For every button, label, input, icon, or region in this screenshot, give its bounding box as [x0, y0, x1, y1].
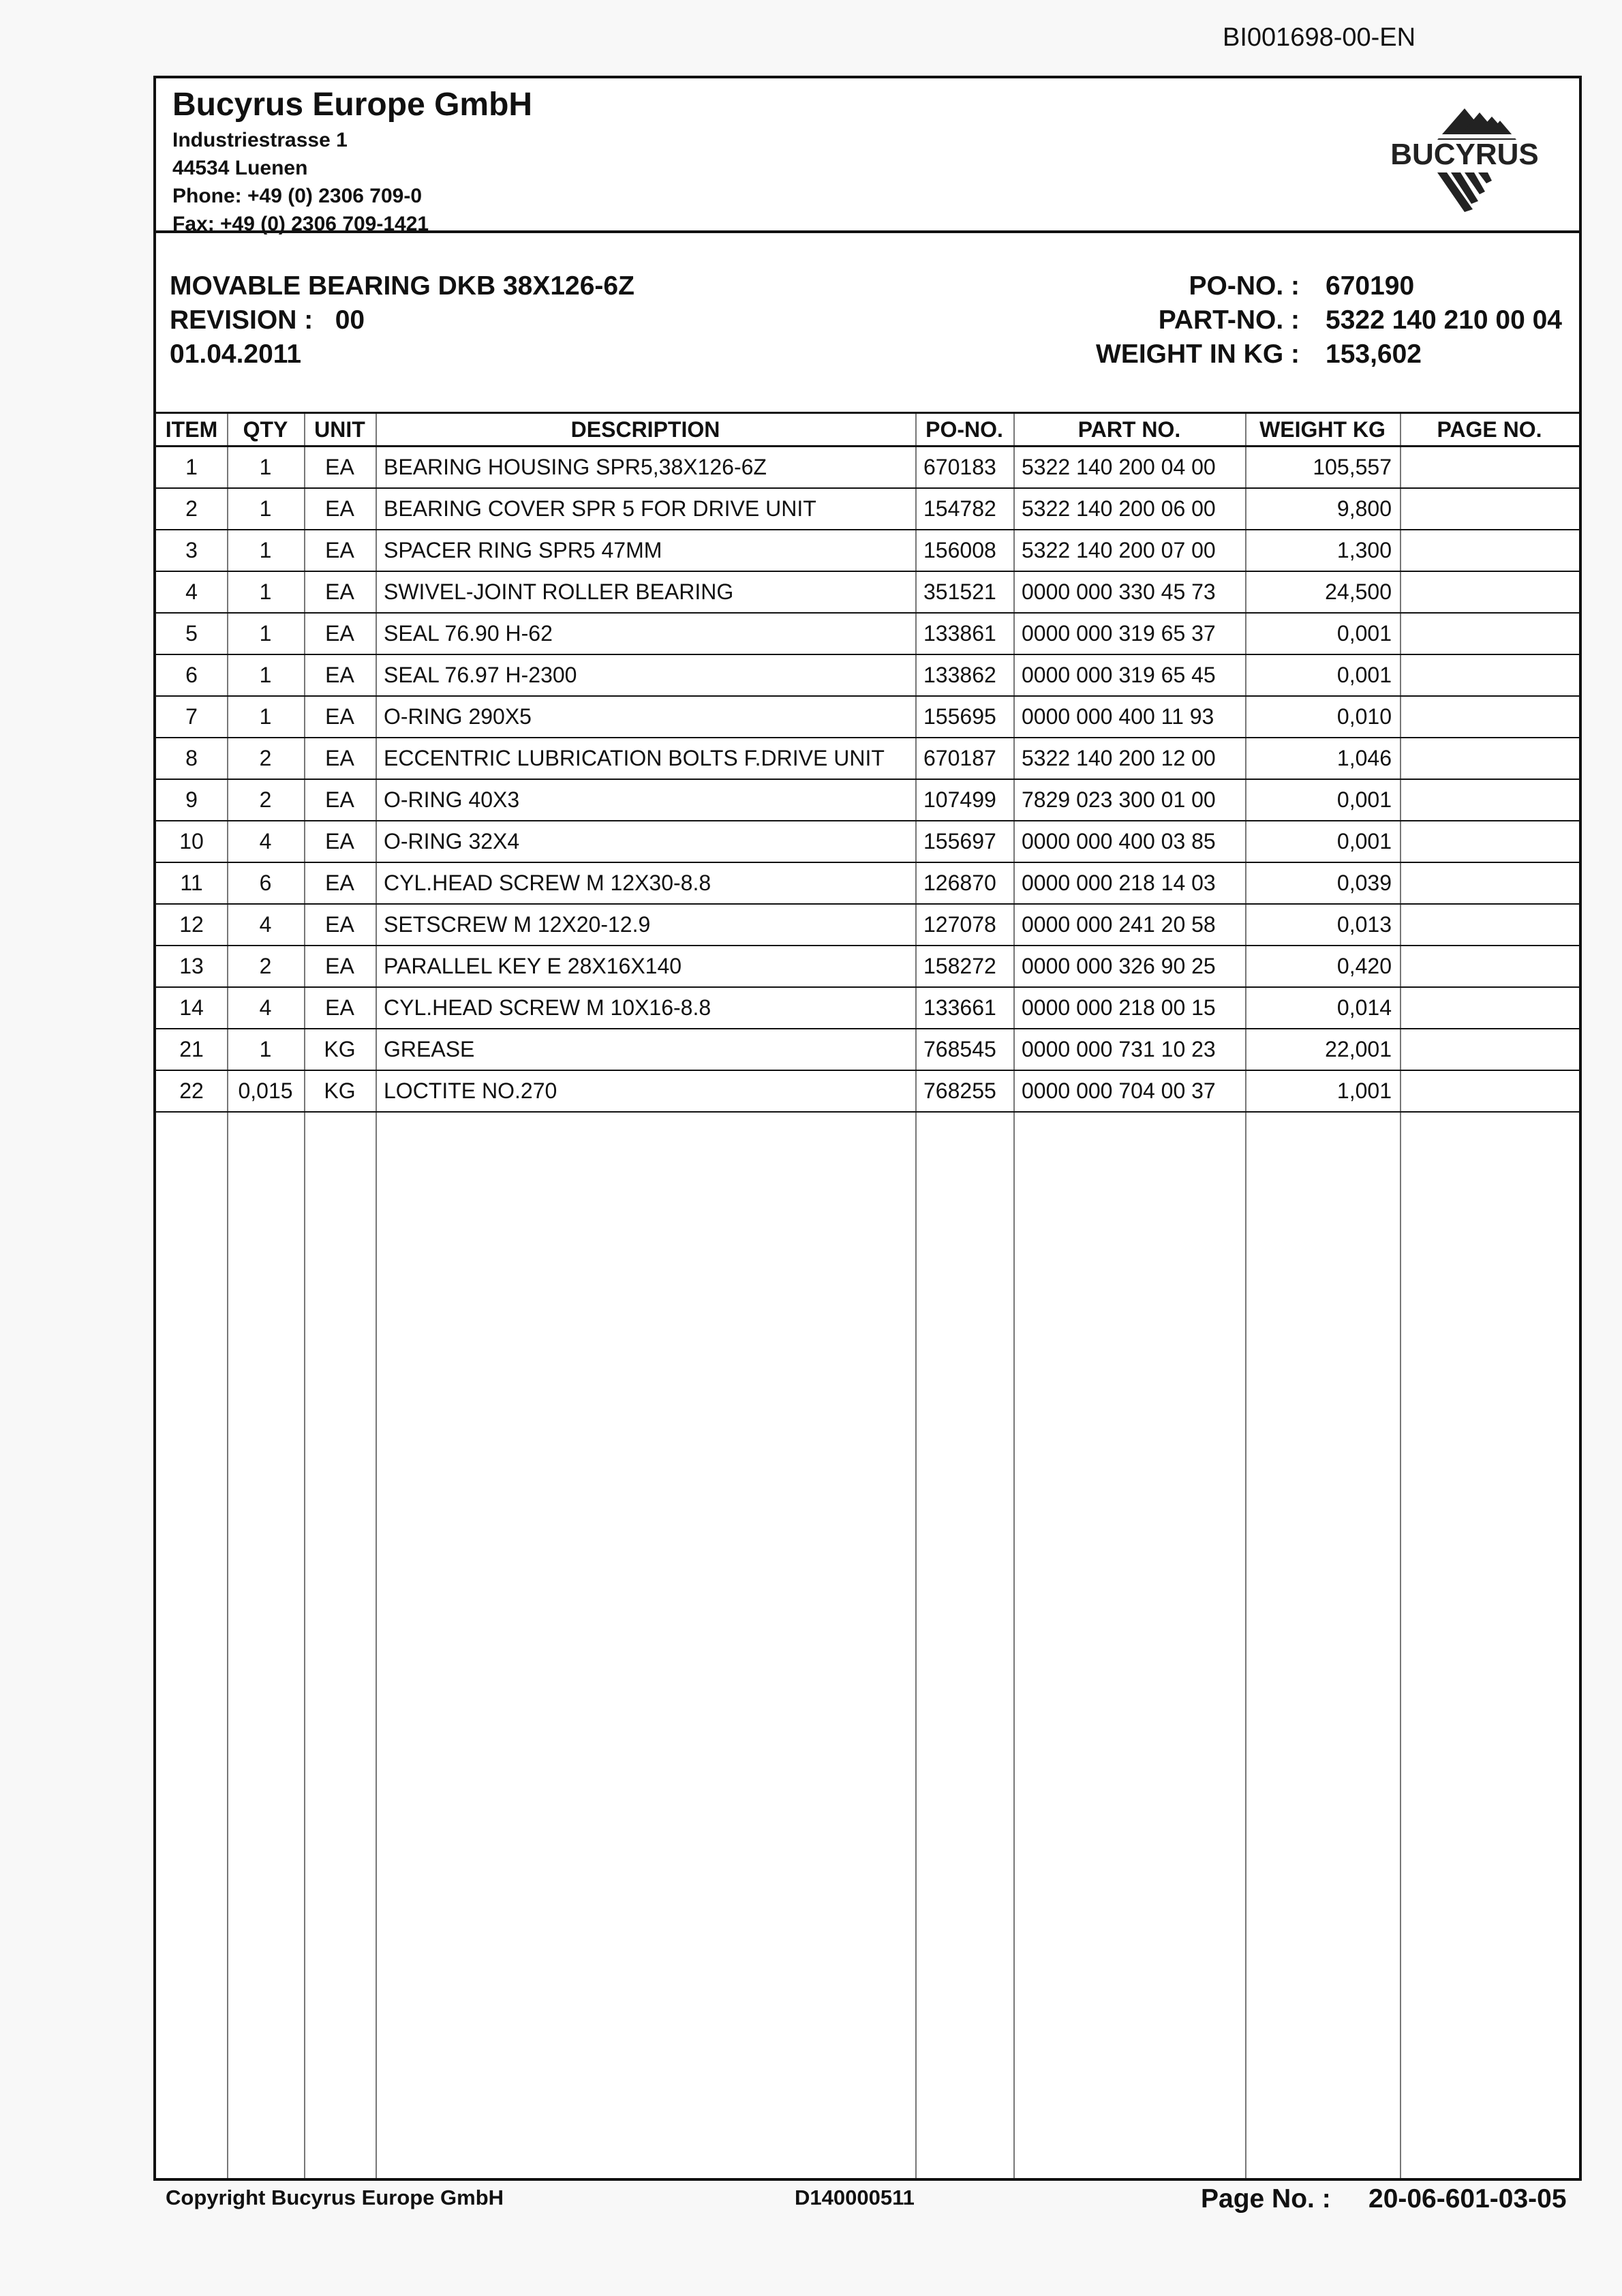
- document-id: BI001698-00-EN: [1223, 23, 1416, 52]
- cell-qty: 2: [227, 738, 304, 779]
- cell-item: 22: [156, 1070, 227, 1112]
- cell-page-no: [1400, 696, 1579, 738]
- cell-page-no: [1400, 862, 1579, 904]
- header-description: DESCRIPTION: [376, 414, 915, 447]
- company-address-block: [172, 84, 532, 238]
- cell-unit: EA: [304, 654, 376, 696]
- cell-qty: 2: [227, 946, 304, 987]
- cell-description: GREASE: [376, 1029, 915, 1070]
- cell-po-no: 351521: [915, 571, 1013, 613]
- cell-item: 14: [156, 987, 227, 1029]
- company-street: Industriestrasse 1: [172, 129, 348, 151]
- cell-qty: 0,015: [227, 1070, 304, 1112]
- header-divider: [156, 230, 1579, 233]
- company-city: 44534 Luenen: [172, 157, 308, 179]
- cell-part-no: 0000 000 731 10 23: [1013, 1029, 1245, 1070]
- cell-page-no: [1400, 1029, 1579, 1070]
- cell-qty: 4: [227, 821, 304, 862]
- cell-page-no: [1400, 571, 1579, 613]
- cell-po-no: 133862: [915, 654, 1013, 696]
- cell-unit: EA: [304, 613, 376, 654]
- cell-weight: 24,500: [1245, 571, 1400, 613]
- cell-part-no: 0000 000 326 90 25: [1013, 946, 1245, 987]
- cell-po-no: 768545: [915, 1029, 1013, 1070]
- page-number-value: 20-06-601-03-05: [1368, 2184, 1567, 2214]
- cell-item: 21: [156, 1029, 227, 1070]
- cell-description: CYL.HEAD SCREW M 12X30-8.8: [376, 862, 915, 904]
- copyright-notice: Copyright Bucyrus Europe GmbH: [166, 2186, 504, 2209]
- cell-unit: EA: [304, 862, 376, 904]
- revision-date: 01.04.2011: [170, 339, 302, 369]
- cell-unit: EA: [304, 696, 376, 738]
- cell-weight: 1,300: [1245, 530, 1400, 571]
- cell-part-no: 0000 000 319 65 45: [1013, 654, 1245, 696]
- cell-description: O-RING 32X4: [376, 821, 915, 862]
- parts-table: [156, 414, 1579, 1113]
- cell-page-no: [1400, 530, 1579, 571]
- cell-part-no: 5322 140 200 06 00: [1013, 488, 1245, 530]
- cell-qty: 1: [227, 654, 304, 696]
- drawing-number: D140000511: [795, 2186, 915, 2209]
- cell-weight: 105,557: [1245, 447, 1400, 489]
- table-row: [156, 1029, 1579, 1070]
- cell-description: SETSCREW M 12X20-12.9: [376, 904, 915, 946]
- header-item: ITEM: [156, 414, 227, 447]
- table-row: [156, 946, 1579, 987]
- cell-part-no: 0000 000 218 00 15: [1013, 987, 1245, 1029]
- cell-item: 10: [156, 821, 227, 862]
- cell-weight: 9,800: [1245, 488, 1400, 530]
- cell-weight: 0,001: [1245, 654, 1400, 696]
- cell-weight: 1,046: [1245, 738, 1400, 779]
- cell-part-no: 0000 000 241 20 58: [1013, 904, 1245, 946]
- cell-qty: 1: [227, 613, 304, 654]
- header-part-no: PART NO.: [1013, 414, 1245, 447]
- cell-item: 3: [156, 530, 227, 571]
- cell-item: 9: [156, 779, 227, 821]
- header-weight: WEIGHT KG: [1245, 414, 1400, 447]
- table-row: [156, 571, 1579, 613]
- table-row: [156, 821, 1579, 862]
- cell-item: 8: [156, 738, 227, 779]
- cell-po-no: 127078: [915, 904, 1013, 946]
- cell-description: CYL.HEAD SCREW M 10X16-8.8: [376, 987, 915, 1029]
- header-qty: QTY: [227, 414, 304, 447]
- bucyrus-logo: [1369, 99, 1560, 222]
- cell-description: SWIVEL-JOINT ROLLER BEARING: [376, 571, 915, 613]
- cell-description: SEAL 76.90 H-62: [376, 613, 915, 654]
- company-name: Bucyrus Europe GmbH: [172, 87, 533, 123]
- cell-po-no: 670183: [915, 447, 1013, 489]
- cell-part-no: 5322 140 200 12 00: [1013, 738, 1245, 779]
- cell-qty: 1: [227, 696, 304, 738]
- cell-weight: 0,013: [1245, 904, 1400, 946]
- table-row: [156, 779, 1579, 821]
- part-number-label: PART-NO. :: [1158, 305, 1300, 335]
- cell-weight: 0,039: [1245, 862, 1400, 904]
- cell-po-no: 155697: [915, 821, 1013, 862]
- cell-weight: 0,420: [1245, 946, 1400, 987]
- cell-weight: 0,001: [1245, 779, 1400, 821]
- po-number-value: 670190: [1326, 271, 1415, 301]
- cell-page-no: [1400, 946, 1579, 987]
- cell-weight: 0,014: [1245, 987, 1400, 1029]
- cell-unit: EA: [304, 904, 376, 946]
- po-number-line: [1096, 269, 1568, 303]
- cell-qty: 1: [227, 447, 304, 489]
- cell-unit: EA: [304, 946, 376, 987]
- cell-weight: 0,001: [1245, 613, 1400, 654]
- table-row: [156, 654, 1579, 696]
- table-row: [156, 987, 1579, 1029]
- table-row: [156, 696, 1579, 738]
- cell-weight: 1,001: [1245, 1070, 1400, 1112]
- cell-po-no: 670187: [915, 738, 1013, 779]
- cell-po-no: 155695: [915, 696, 1013, 738]
- cell-qty: 4: [227, 987, 304, 1029]
- cell-po-no: 158272: [915, 946, 1013, 987]
- table-row: [156, 488, 1579, 530]
- table-row: [156, 904, 1579, 946]
- cell-unit: EA: [304, 447, 376, 489]
- cell-unit: EA: [304, 779, 376, 821]
- table-row: [156, 862, 1579, 904]
- part-number-line: [1096, 303, 1568, 337]
- logo-wordmark: BUCYRUS: [1390, 138, 1539, 171]
- cell-page-no: [1400, 779, 1579, 821]
- cell-description: LOCTITE NO.270: [376, 1070, 915, 1112]
- assembly-info-block: [1096, 269, 1568, 372]
- cell-weight: 0,010: [1245, 696, 1400, 738]
- cell-description: SEAL 76.97 H-2300: [376, 654, 915, 696]
- cell-page-no: [1400, 613, 1579, 654]
- revision-line: [170, 303, 634, 337]
- cell-po-no: 107499: [915, 779, 1013, 821]
- table-row: [156, 1070, 1579, 1112]
- weight-value: 153,602: [1326, 339, 1422, 369]
- parts-list-sheet: [153, 76, 1582, 2181]
- cell-item: 1: [156, 447, 227, 489]
- cell-po-no: 154782: [915, 488, 1013, 530]
- cell-weight: 22,001: [1245, 1029, 1400, 1070]
- cell-po-no: 133861: [915, 613, 1013, 654]
- cell-po-no: 156008: [915, 530, 1013, 571]
- assembly-title-block: [170, 269, 634, 372]
- po-number-label: PO-NO. :: [1189, 271, 1300, 301]
- cell-qty: 4: [227, 904, 304, 946]
- cell-item: 11: [156, 862, 227, 904]
- table-row: [156, 613, 1579, 654]
- company-phone: Phone: +49 (0) 2306 709-0: [172, 185, 423, 207]
- cell-item: 12: [156, 904, 227, 946]
- header-unit: UNIT: [304, 414, 376, 447]
- cell-description: BEARING COVER SPR 5 FOR DRIVE UNIT: [376, 488, 915, 530]
- cell-description: O-RING 290X5: [376, 696, 915, 738]
- cell-unit: EA: [304, 530, 376, 571]
- assembly-name: MOVABLE BEARING DKB 38X126-6Z: [170, 271, 634, 301]
- cell-qty: 1: [227, 1029, 304, 1070]
- cell-unit: EA: [304, 571, 376, 613]
- cell-unit: EA: [304, 488, 376, 530]
- header-po-no: PO-NO.: [915, 414, 1013, 447]
- cell-description: SPACER RING SPR5 47MM: [376, 530, 915, 571]
- cell-part-no: 0000 000 330 45 73: [1013, 571, 1245, 613]
- cell-item: 7: [156, 696, 227, 738]
- cell-qty: 2: [227, 779, 304, 821]
- cell-part-no: 0000 000 319 65 37: [1013, 613, 1245, 654]
- cell-qty: 1: [227, 488, 304, 530]
- cell-page-no: [1400, 821, 1579, 862]
- cell-po-no: 133661: [915, 987, 1013, 1029]
- cell-part-no: 7829 023 300 01 00: [1013, 779, 1245, 821]
- cell-weight: 0,001: [1245, 821, 1400, 862]
- table-row: [156, 530, 1579, 571]
- cell-page-no: [1400, 447, 1579, 489]
- cell-part-no: 5322 140 200 07 00: [1013, 530, 1245, 571]
- cell-qty: 6: [227, 862, 304, 904]
- cell-part-no: 0000 000 400 03 85: [1013, 821, 1245, 862]
- cell-item: 4: [156, 571, 227, 613]
- cell-item: 6: [156, 654, 227, 696]
- cell-part-no: 5322 140 200 04 00: [1013, 447, 1245, 489]
- weight-line: [1096, 337, 1568, 372]
- cell-unit: KG: [304, 1029, 376, 1070]
- cell-qty: 1: [227, 571, 304, 613]
- company-fax: Fax: +49 (0) 2306 709-1421: [172, 213, 429, 235]
- cell-page-no: [1400, 1070, 1579, 1112]
- cell-part-no: 0000 000 218 14 03: [1013, 862, 1245, 904]
- header-page-no: PAGE NO.: [1400, 414, 1579, 447]
- page-number-label: Page No. :: [1201, 2184, 1331, 2214]
- cell-description: O-RING 40X3: [376, 779, 915, 821]
- cell-description: BEARING HOUSING SPR5,38X126-6Z: [376, 447, 915, 489]
- weight-label: WEIGHT IN KG :: [1096, 339, 1300, 369]
- cell-item: 13: [156, 946, 227, 987]
- revision-label: REVISION :: [170, 305, 313, 335]
- cell-page-no: [1400, 904, 1579, 946]
- cell-po-no: 768255: [915, 1070, 1013, 1112]
- cell-item: 2: [156, 488, 227, 530]
- cell-po-no: 126870: [915, 862, 1013, 904]
- revision-value: 00: [335, 305, 365, 335]
- table-row: [156, 447, 1579, 489]
- cell-unit: KG: [304, 1070, 376, 1112]
- cell-unit: EA: [304, 821, 376, 862]
- table-row: [156, 738, 1579, 779]
- cell-description: PARALLEL KEY E 28X16X140: [376, 946, 915, 987]
- cell-page-no: [1400, 488, 1579, 530]
- cell-description: ECCENTRIC LUBRICATION BOLTS F.DRIVE UNIT: [376, 738, 915, 779]
- cell-page-no: [1400, 987, 1579, 1029]
- cell-page-no: [1400, 738, 1579, 779]
- cell-page-no: [1400, 654, 1579, 696]
- cell-unit: EA: [304, 987, 376, 1029]
- part-number-value: 5322 140 210 00 04: [1326, 305, 1563, 335]
- cell-unit: EA: [304, 738, 376, 779]
- cell-qty: 1: [227, 530, 304, 571]
- table-header-row: [156, 414, 1579, 447]
- cell-part-no: 0000 000 400 11 93: [1013, 696, 1245, 738]
- cell-item: 5: [156, 613, 227, 654]
- cell-part-no: 0000 000 704 00 37: [1013, 1070, 1245, 1112]
